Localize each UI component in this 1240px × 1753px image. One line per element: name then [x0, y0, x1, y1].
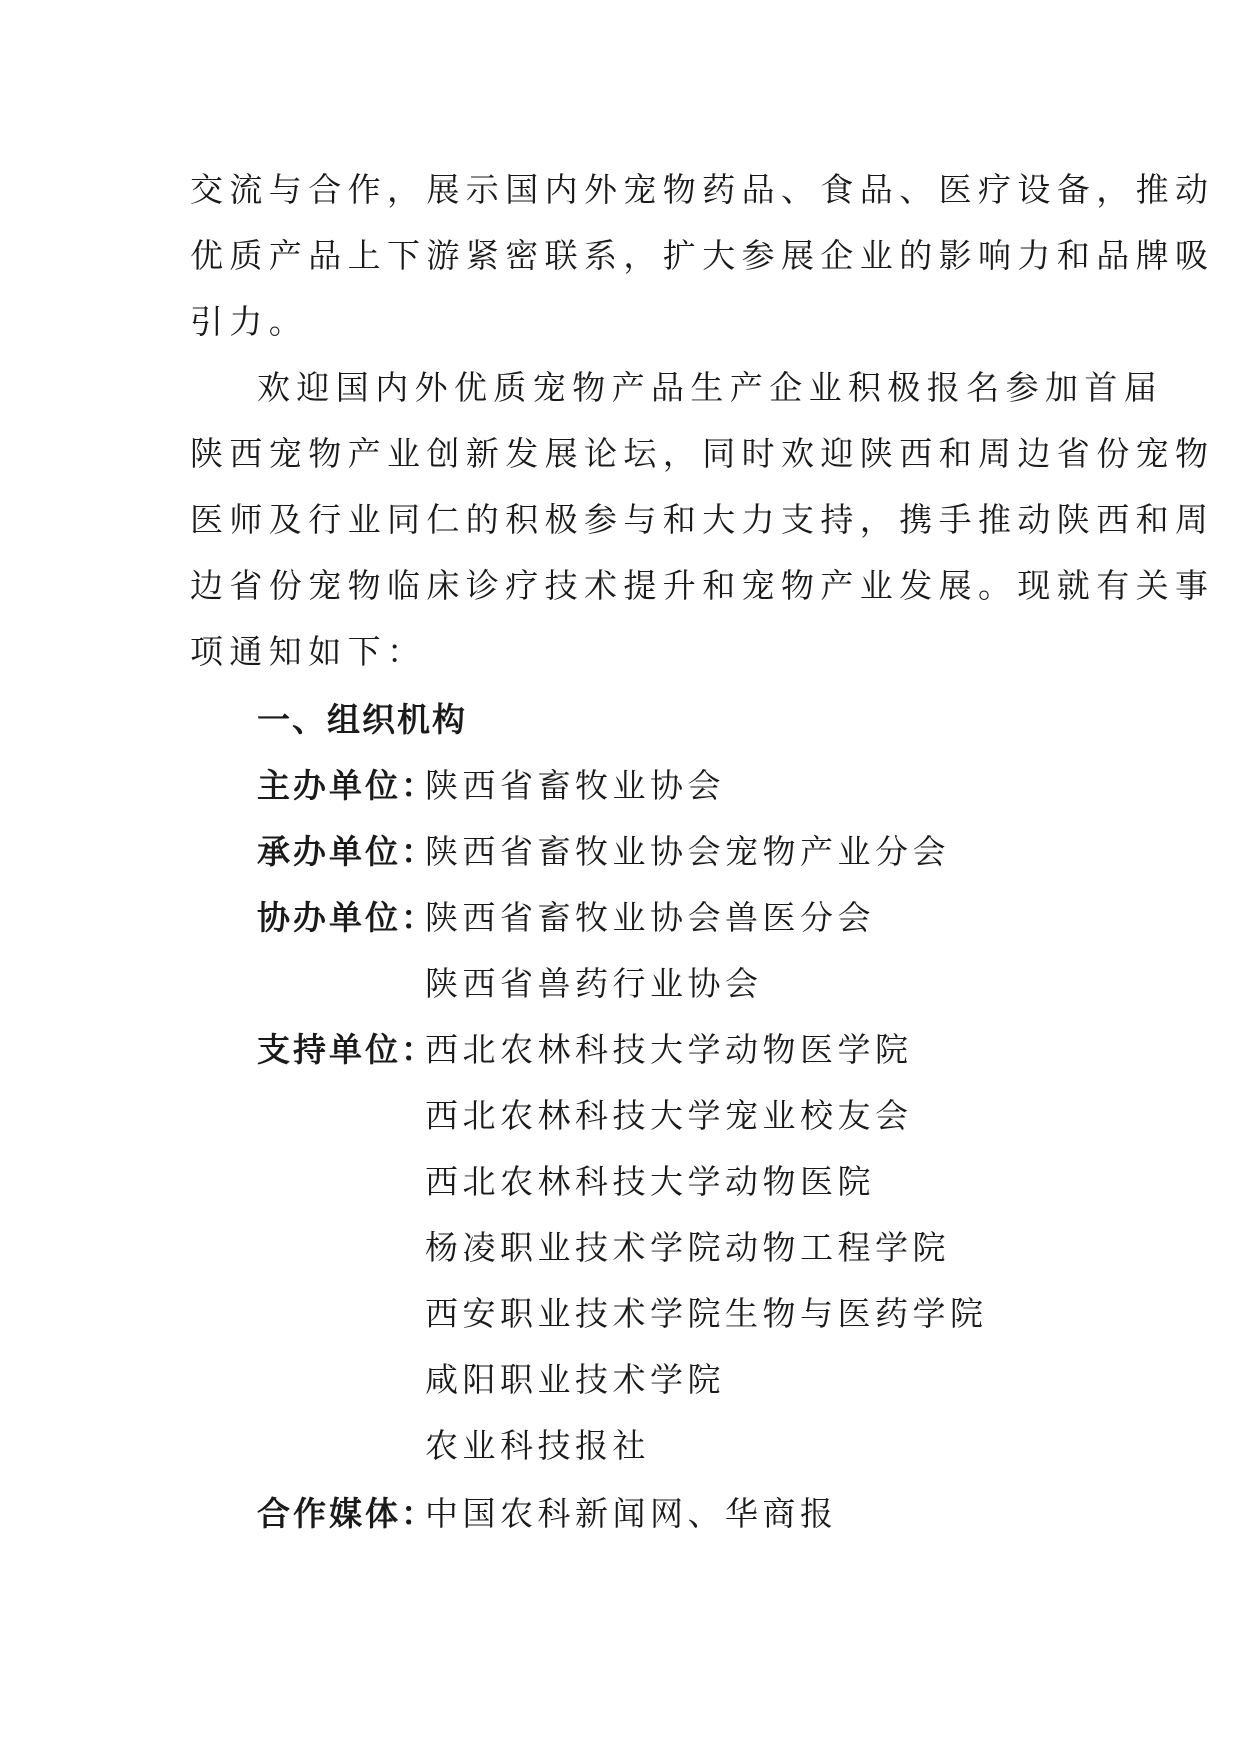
supporter-value-4: 杨凌职业技术学院动物工程学院: [425, 1228, 950, 1267]
organizer-row: [257, 832, 950, 872]
co-organizer-value-1: 陕西省畜牧业协会兽医分会: [425, 898, 875, 937]
co-organizer-label: 协办单位：: [257, 898, 437, 937]
paragraph-2-line-4: 边省份宠物临床诊疗技术提升和宠物产业发展。现就有关事: [190, 566, 1215, 605]
paragraph-2-line-5: 项通知如下：: [190, 632, 427, 671]
co-organizer-value-2: 陕西省兽药行业协会: [425, 964, 763, 1003]
supporter-value-2: 西北农林科技大学宠业校友会: [425, 1096, 913, 1135]
supporter-value-7: 农业科技报社: [425, 1426, 650, 1465]
host-row: [257, 766, 725, 806]
paragraph-2-line-1: 欢迎国内外优质宠物产品生产企业积极报名参加首届: [257, 368, 1164, 407]
supporter-value-3: 西北农林科技大学动物医院: [425, 1162, 875, 1201]
co-organizer-row: [257, 898, 875, 938]
supporter-value-1: 西北农林科技大学动物医学院: [425, 1030, 913, 1069]
organizer-value: 陕西省畜牧业协会宠物产业分会: [425, 832, 950, 871]
media-row: [257, 1494, 838, 1534]
paragraph-2-line-2: 陕西宠物产业创新发展论坛，同时欢迎陕西和周边省份宠物: [190, 434, 1215, 473]
paragraph-1-line-1: 交流与合作，展示国内外宠物药品、食品、医疗设备，推动: [190, 170, 1215, 209]
supporter-label: 支持单位：: [257, 1030, 437, 1069]
section-heading-organization: 一、组织机构: [257, 700, 467, 739]
media-value: 中国农科新闻网、华商报: [425, 1494, 838, 1533]
supporter-row: [257, 1030, 913, 1070]
paragraph-2-line-3: 医师及行业同仁的积极参与和大力支持，携手推动陕西和周: [190, 500, 1215, 539]
paragraph-1-line-3: 引力。: [190, 302, 309, 341]
supporter-value-6: 咸阳职业技术学院: [425, 1360, 725, 1399]
media-label: 合作媒体：: [257, 1494, 437, 1533]
host-label: 主办单位：: [257, 766, 437, 805]
host-value: 陕西省畜牧业协会: [425, 766, 725, 805]
paragraph-1-line-2: 优质产品上下游紧密联系，扩大参展企业的影响力和品牌吸: [190, 236, 1215, 275]
supporter-value-5: 西安职业技术学院生物与医药学院: [425, 1294, 988, 1333]
organizer-label: 承办单位：: [257, 832, 437, 871]
